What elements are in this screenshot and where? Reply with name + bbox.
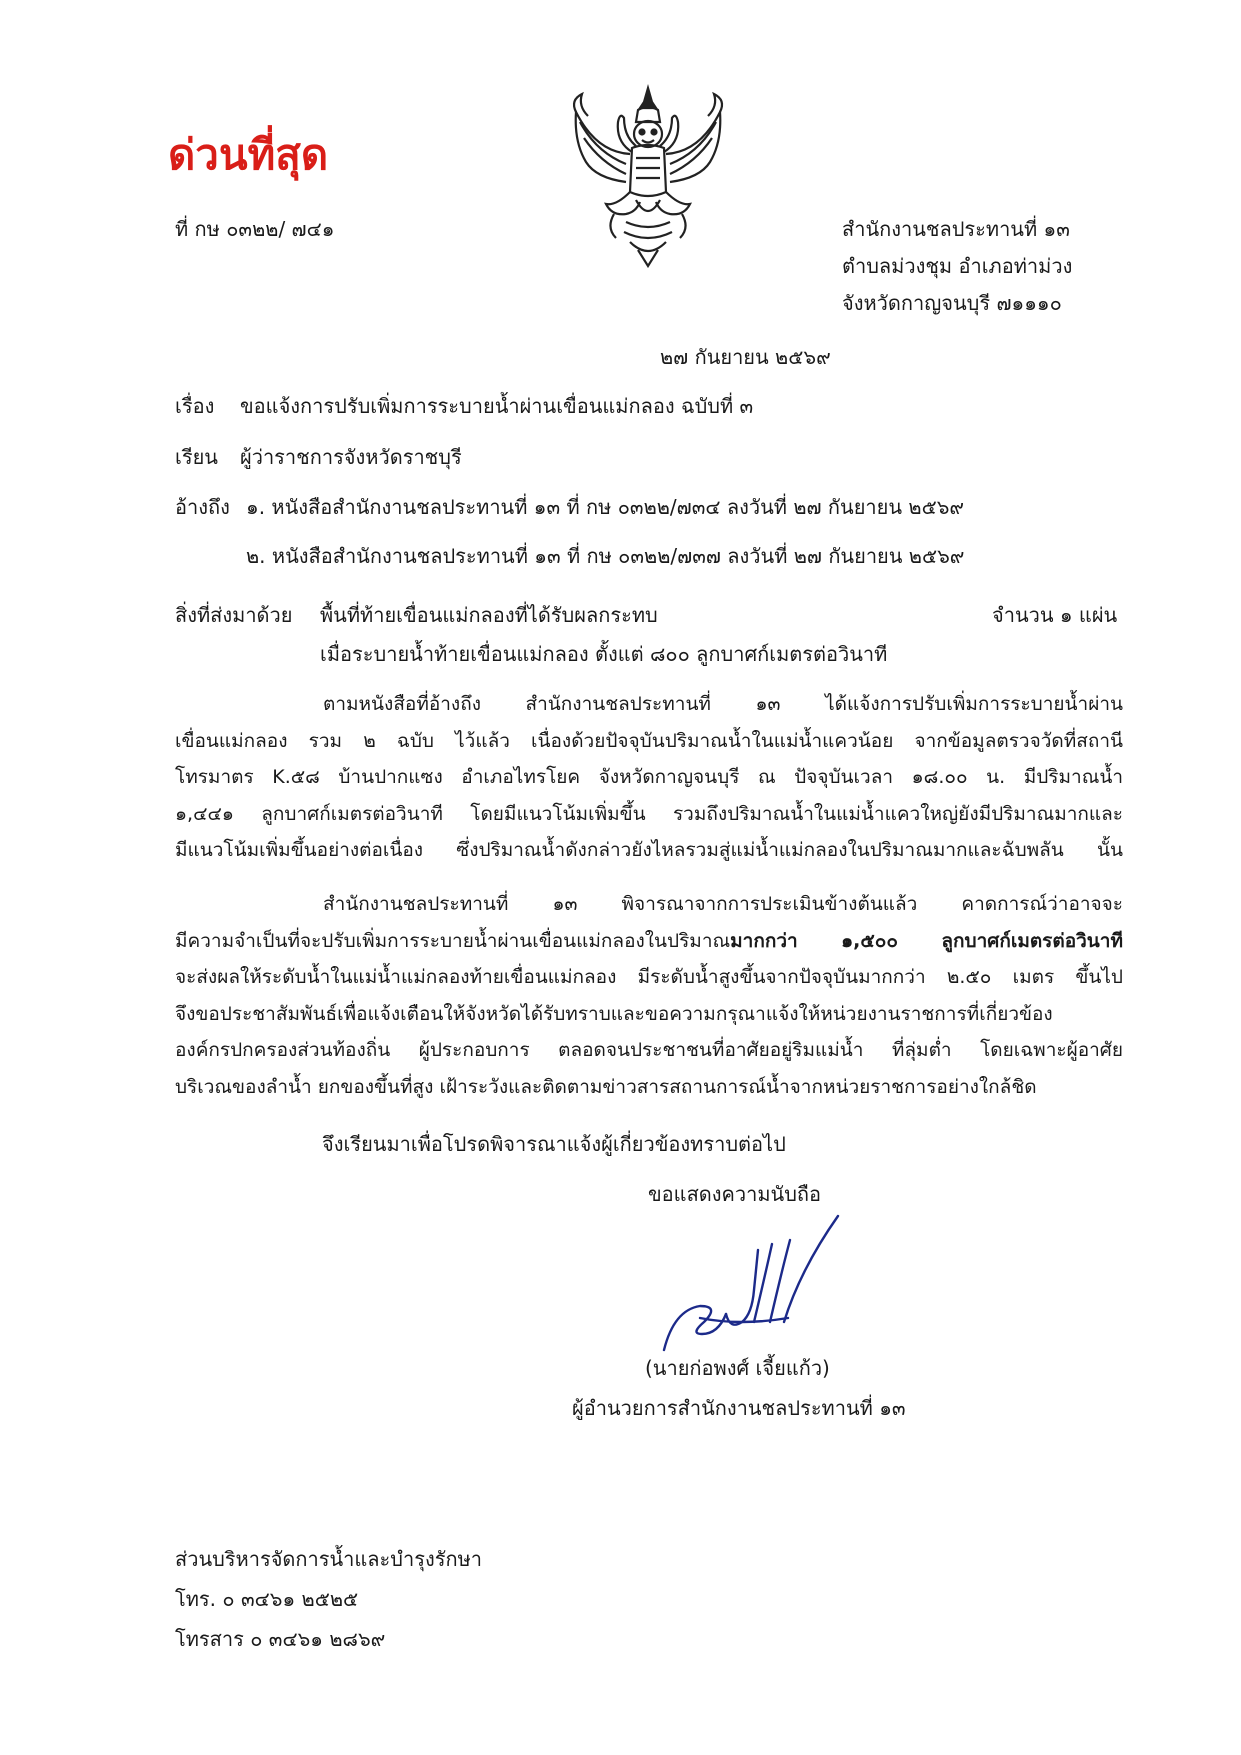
document-number: ที่ กษ ๐๓๒๒/ ๗๔๑ [175, 217, 335, 241]
sender-province: จังหวัดกาญจนบุรี ๗๑๑๑๐ [842, 291, 1062, 315]
subject-label: เรื่อง [175, 394, 215, 418]
body-paragraph-1 [175, 686, 1123, 869]
footer-unit: ส่วนบริหารจัดการน้ำและบำรุงรักษา [175, 1547, 482, 1571]
footer-telephone: โทร. ๐ ๓๔๖๑ ๒๕๒๕ [175, 1587, 359, 1611]
body-line: โทรมาตร K.๕๘ บ้านปากแซง อำเภอไทรโยค จังหวัดกาญจนบุรี ณ ปัจจุบันเวลา ๑๘.๐๐ น. มีปริมาณน้ำ [175, 766, 1123, 788]
reference-item-1: ๑. หนังสือสำนักงานชลประทานที่ ๑๓ ที่ กษ ๐๓๒๒/๗๓๔ ลงวันที่ ๒๗ กันยายน ๒๕๖๙ [246, 495, 965, 519]
signatory-name: (นายก่อพงศ์ เจี้ยแก้ว) [645, 1356, 830, 1380]
discharge-volume-emphasis: มากกว่า ๑,๕๐๐ ลูกบาศก์เมตรต่อวินาที [730, 929, 1123, 952]
signatory-position: ผู้อำนวยการสำนักงานชลประทานที่ ๑๓ [572, 1396, 906, 1420]
enclosure-line-1: พื้นที่ท้ายเขื่อนแม่กลองที่ได้รับผลกระทบ [320, 603, 658, 627]
body-text: มีความจำเป็นที่จะปรับเพิ่มการระบายน้ำผ่านเขื่อนแม่กลองในปริมาณ [175, 929, 731, 952]
body-line: เขื่อนแม่กลอง รวม ๒ ฉบับ ไว้แล้ว เนื่องด้วยปัจจุบันปริมาณน้ำในแม่น้ำแควน้อย จากข้อมูลตรวจวัดที่สถานี [175, 729, 1123, 752]
addressee-text: ผู้ว่าราชการจังหวัดราชบุรี [240, 445, 462, 469]
enclosure-quantity: จำนวน ๑ แผ่น [992, 603, 1118, 627]
addressee-label: เรียน [175, 445, 218, 469]
body-paragraph-2 [175, 886, 1123, 1105]
body-line: ๑,๔๔๑ ลูกบาศก์เมตรต่อวินาที โดยมีแนวโน้มเพิ่มขึ้น รวมถึงปริมาณน้ำในแม่น้ำแควใหญ่ยังมีปริมาณมากและ [175, 802, 1123, 825]
signature-icon [660, 1210, 860, 1360]
document-date: ๒๗ กันยายน ๒๕๖๙ [660, 345, 831, 369]
closing-sentence: จึงเรียนมาเพื่อโปรดพิจารณาแจ้งผู้เกี่ยวข้องทราบต่อไป [322, 1132, 786, 1156]
enclosure-label: สิ่งที่ส่งมาด้วย [175, 603, 293, 627]
regards: ขอแสดงความนับถือ [648, 1182, 822, 1206]
body-line: จึงขอประชาสัมพันธ์เพื่อแจ้งเตือนให้จังหวัดได้รับทราบและขอความกรุณาแจ้งให้หน่วยงานราชการที่เกี่ยวข้อง [175, 1002, 1053, 1025]
urgency-label: ด่วนที่สุด [168, 130, 329, 179]
sender-office: สำนักงานชลประทานที่ ๑๓ [842, 217, 1070, 241]
body-line: มีแนวโน้มเพิ่มขึ้นอย่างต่อเนื่อง ซึ่งปริมาณน้ำดังกล่าวยังไหลรวมสู่แม่น้ำแม่กลองในปริมาณมากและฉับพลัน นั้น [175, 839, 1123, 861]
body-line: องค์กรปกครองส่วนท้องถิ่น ผู้ประกอบการ ตลอดจนประชาชนที่อาศัยอยู่ริมแม่น้ำ ที่ลุ่มต่ำ โดยเฉพาะผู้อาศัย [175, 1039, 1123, 1061]
body-line: สำนักงานชลประทานที่ ๑๓ พิจารณาจากการประเมินข้างต้นแล้ว คาดการณ์ว่าอาจจะ [323, 893, 1123, 915]
body-line: จะส่งผลให้ระดับน้ำในแม่น้ำแม่กลองท้ายเขื่อนแม่กลอง มีระดับน้ำสูงขึ้นจากปัจจุบันมากกว่า ๒.๕๐ เมตร ขึ้นไป [175, 966, 1123, 988]
footer-fax: โทรสาร ๐ ๓๔๖๑ ๒๘๖๙ [175, 1627, 386, 1651]
enclosure-line-2: เมื่อระบายน้ำท้ายเขื่อนแม่กลอง ตั้งแต่ ๘๐๐ ลูกบาศก์เมตรต่อวินาที [320, 642, 888, 666]
subject-text: ขอแจ้งการปรับเพิ่มการระบายน้ำผ่านเขื่อนแม่กลอง ฉบับที่ ๓ [240, 394, 754, 418]
body-line: ตามหนังสือที่อ้างถึง สำนักงานชลประทานที่ ๑๓ ได้แจ้งการปรับเพิ่มการระบายน้ำผ่าน [323, 693, 1123, 715]
body-line: บริเวณของลำน้ำ ยกของขึ้นที่สูง เฝ้าระวังและติดตามข่าวสารสถานการณ์น้ำจากหน่วยราชการอย่างใกล้ชิด [175, 1075, 1037, 1098]
reference-item-2: ๒. หนังสือสำนักงานชลประทานที่ ๑๓ ที่ กษ ๐๓๒๒/๗๓๗ ลงวันที่ ๒๗ กันยายน ๒๕๖๙ [246, 544, 965, 568]
reference-label: อ้างถึง [175, 495, 230, 519]
sender-subdistrict: ตำบลม่วงชุม อำเภอท่าม่วง [842, 254, 1073, 278]
body-line-emphasis [175, 923, 1123, 960]
garuda-emblem-icon [566, 82, 730, 268]
